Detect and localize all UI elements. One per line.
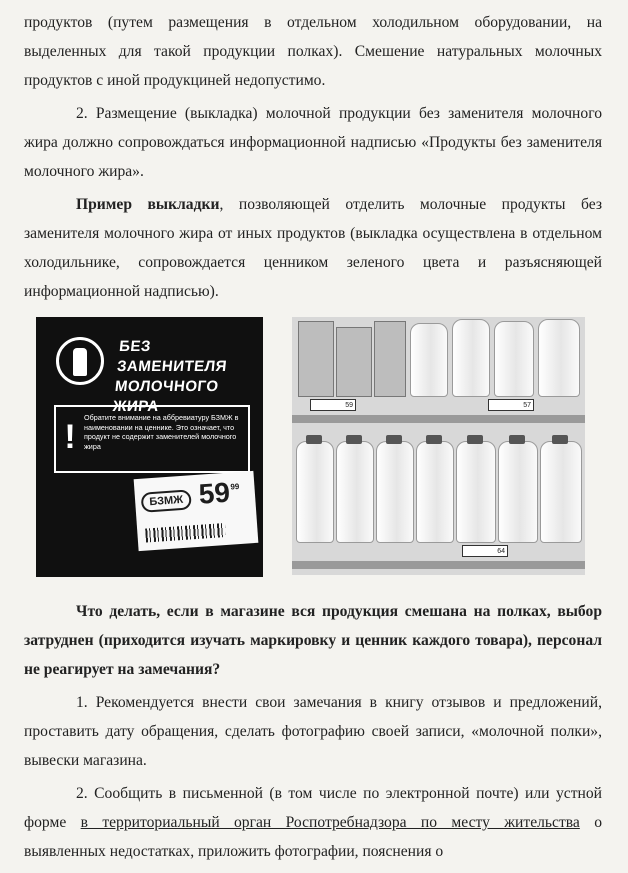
milk-bottle xyxy=(498,441,538,543)
milk-carton xyxy=(298,321,334,397)
sign-photo xyxy=(36,317,263,577)
bottle-cap xyxy=(346,435,362,444)
milk-bottle xyxy=(410,323,448,397)
paragraph-3 xyxy=(24,190,602,306)
milk-bottle xyxy=(540,441,582,543)
answer-2-end: о выявленных недостатках, приложить фотографии, пояснения о xyxy=(24,814,602,860)
paragraph-2: 2. Размещение (выкладка) молочной продукции без заменителя молочного жира должно сопровождаться информационной надписью «Продукты без заменителя молочного жира». xyxy=(24,105,602,180)
milk-bottle xyxy=(376,441,414,543)
bottle-cap xyxy=(386,435,402,444)
example-heading: Пример выкладки xyxy=(76,196,220,213)
bottle-cap xyxy=(467,435,483,444)
barcode-icon xyxy=(145,523,226,543)
milk-bottle xyxy=(336,441,374,543)
shelf-photo xyxy=(292,317,585,575)
bottle-cap xyxy=(306,435,322,444)
shelf-price-tag: 64 xyxy=(462,545,508,557)
rospotrebnadzor-reference: в территориальный орган Роспотребнадзора по месту жительства xyxy=(80,814,580,831)
milk-bottle xyxy=(456,441,496,543)
milk-bottle-logo-icon xyxy=(56,337,104,385)
shelf-price-tag: 59 xyxy=(310,399,356,411)
milk-carton xyxy=(336,327,372,397)
paragraph-1: продуктов (путем размещения в отдельном холодильном оборудовании, на выделенных для такой продукции полках). Смешение натуральных молочных продуктов с иной продукциней недопустимо. xyxy=(24,14,602,89)
bottle-cap xyxy=(552,435,568,444)
milk-bottle xyxy=(494,321,534,397)
answer-1: 1. Рекомендуется внести свои замечания в книгу отзывов и предложений, проставить дату обращения, сделать фотографию своей записи, «молочной полки», вывески магазина. xyxy=(24,694,602,769)
example-text: , позволяющей отделить молочные продукты без заменителя молочного жира от иных продуктов (выкладка осуществлена в отдельном холодильнике, сопровождается ценником зеленого цвета и разъясняющей информационной надписью). xyxy=(24,196,602,300)
price-tag xyxy=(134,471,259,551)
answer-2-start: 2. Сообщить в письменной (в том числе по электронной почте) или устной форме xyxy=(24,785,602,831)
photo-row xyxy=(24,315,602,583)
tag-price: 59 xyxy=(197,476,232,510)
bottle-cap xyxy=(509,435,525,444)
shelf-edge xyxy=(292,561,585,569)
answer-2 xyxy=(24,779,602,866)
sign-notice-text: Обратите внимание на аббревиатуру БЗМЖ в наименовании на ценнике. Это означает, что продукт не содержит заменителей молочного жира xyxy=(84,413,239,451)
tag-cents: 99 xyxy=(230,481,240,492)
question-heading: Что делать, если в магазине вся продукция смешана на полках, выбор затруднен (приходится изучать маркировку и ценник каждого товара), персонал не реагирует на замечания? xyxy=(24,603,602,678)
sign-notice-box xyxy=(54,405,250,473)
bzmzh-chip: БЗМЖ xyxy=(141,489,192,512)
bottle-cap xyxy=(426,435,442,444)
milk-bottle xyxy=(538,319,580,397)
milk-bottle xyxy=(452,319,490,397)
milk-carton xyxy=(374,321,406,397)
exclamation-icon: ! xyxy=(64,418,76,456)
shelf-price-tag: 57 xyxy=(488,399,534,411)
shelf-edge xyxy=(292,415,585,423)
sign-title: БЕЗ ЗАМЕНИТЕЛЯ МОЛОЧНОГО ЖИРА xyxy=(112,338,228,415)
milk-bottle xyxy=(416,441,454,543)
milk-bottle xyxy=(296,441,334,543)
